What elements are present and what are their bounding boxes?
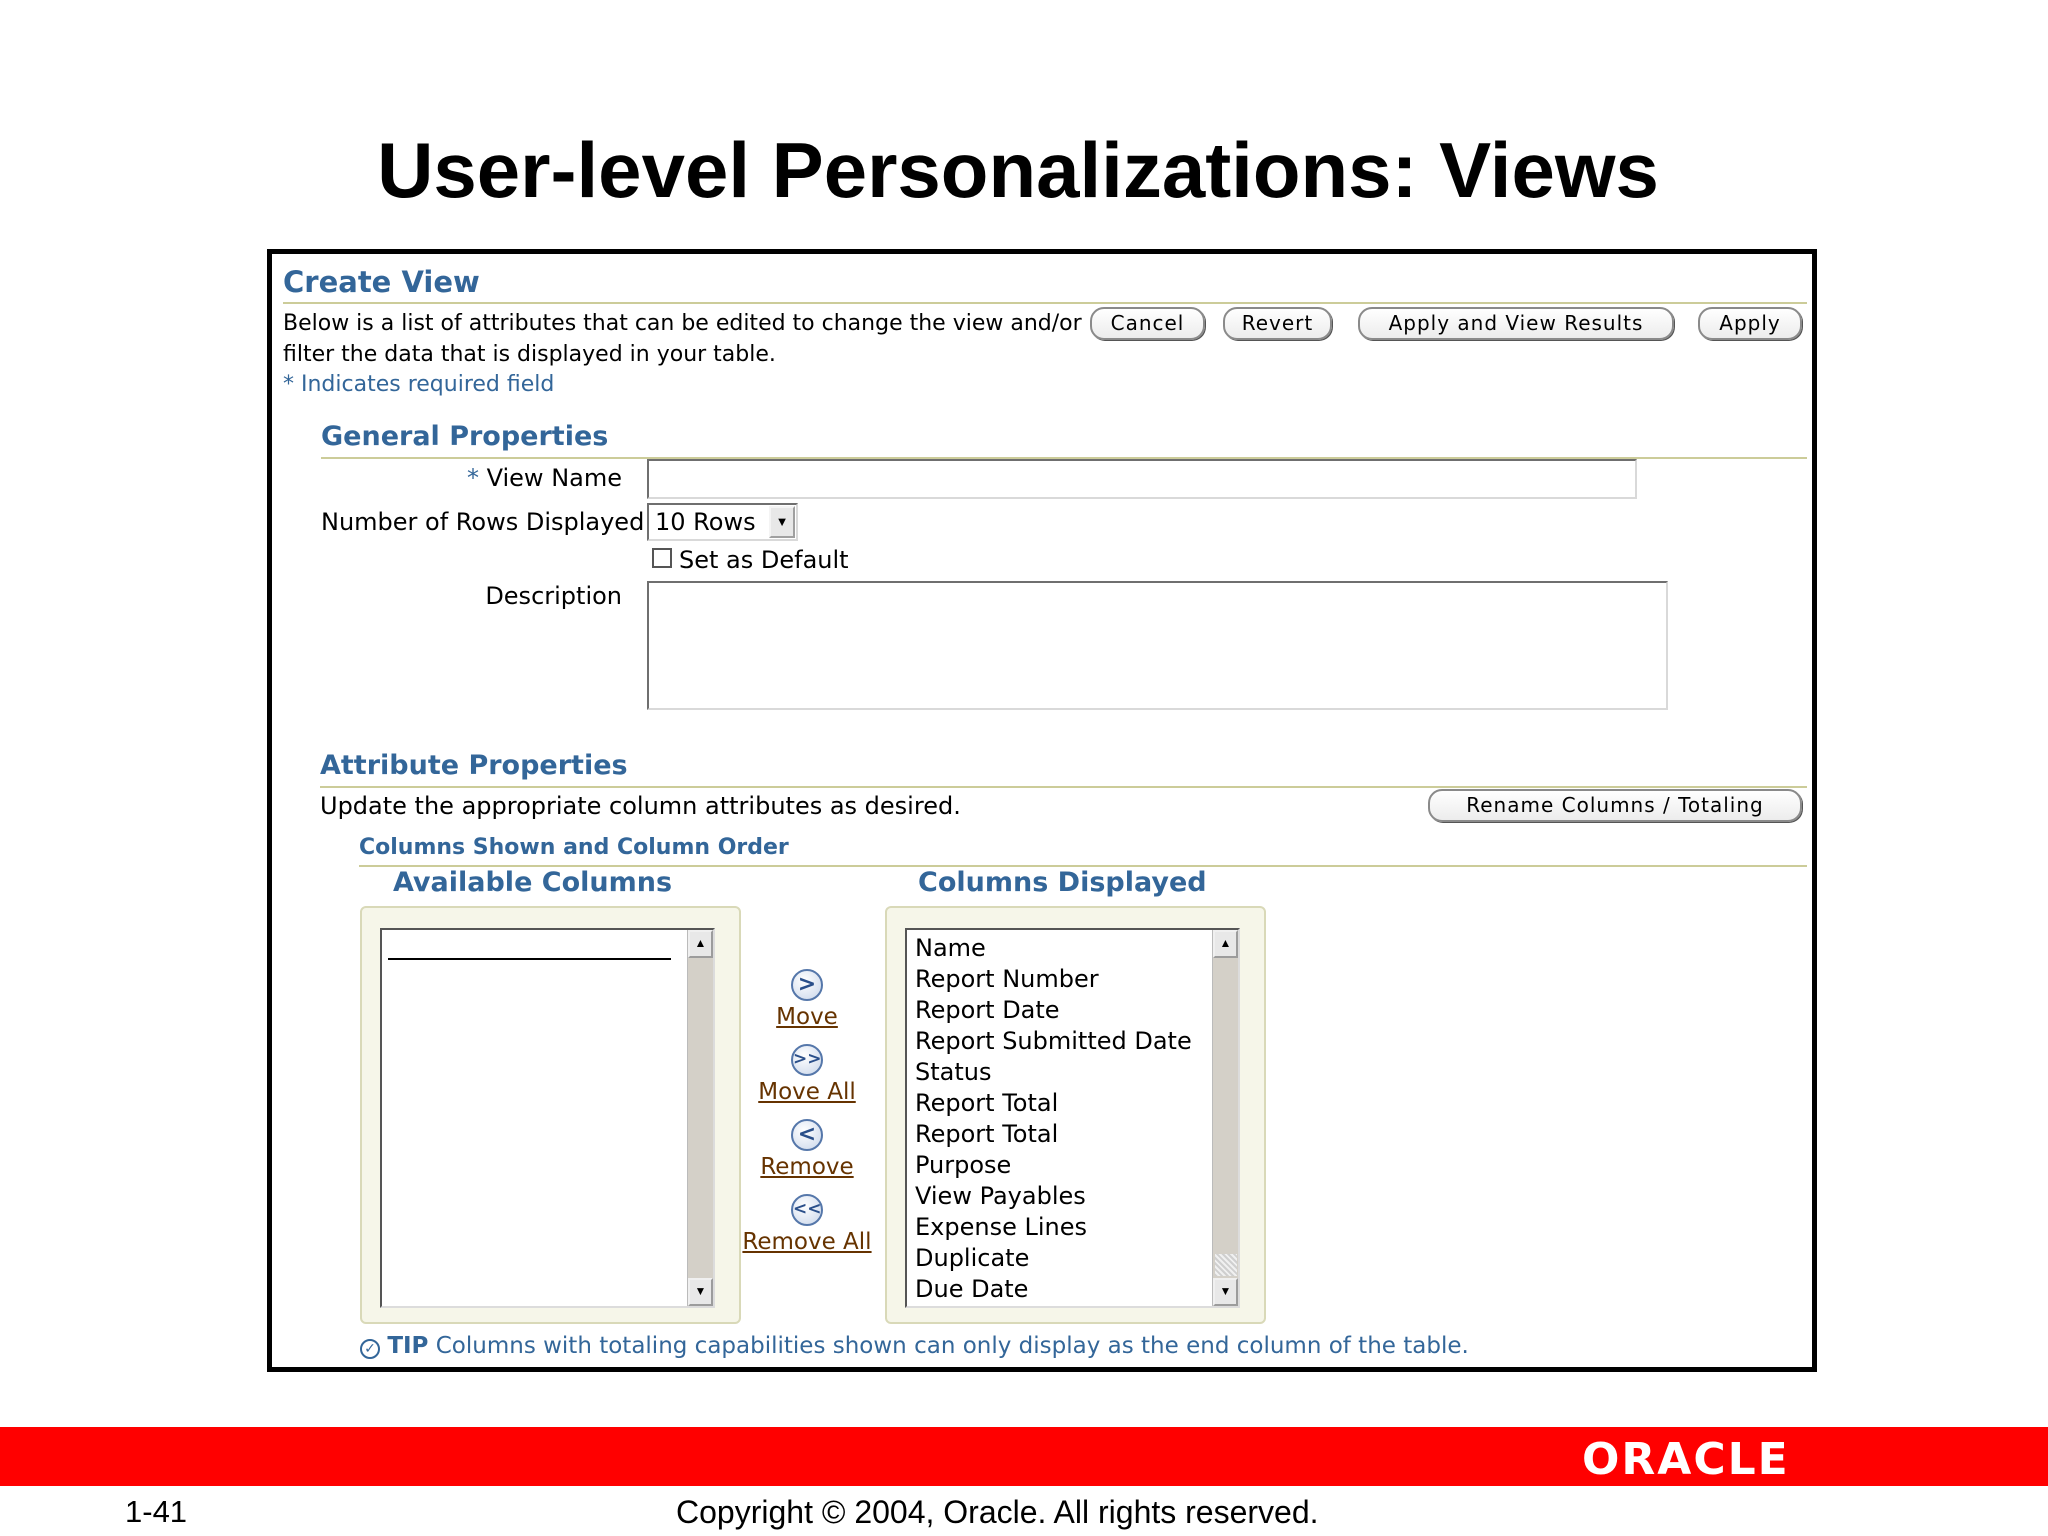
checkmark-icon: ✓ (360, 1339, 380, 1359)
remove-icon[interactable]: < (791, 1119, 823, 1151)
required-note (283, 372, 554, 397)
view-name-label-text: View Name (486, 464, 622, 492)
columns-displayed-panel (885, 906, 1266, 1324)
general-properties-heading: General Properties (321, 421, 609, 452)
scroll-up-icon[interactable]: ▲ (688, 930, 713, 958)
tip-text: Columns with totaling capabilities shown can only display as the end column of the table. (435, 1333, 1469, 1359)
available-columns-title: Available Columns (393, 867, 673, 898)
attribute-instruction: Update the appropriate column attributes as desired. (320, 792, 961, 820)
rows-displayed-label: Number of Rows Displayed (321, 508, 645, 536)
attribute-divider (320, 786, 1807, 788)
set-as-default-checkbox[interactable] (652, 548, 672, 568)
remove-all-link[interactable]: Remove All (742, 1229, 872, 1255)
oracle-logo: ORACLE (1582, 1434, 1790, 1485)
tip-label: TIP (387, 1333, 429, 1359)
move-icon[interactable]: > (791, 969, 823, 1001)
required-note-text: Indicates required field (301, 372, 555, 397)
empty-list-placeholder (388, 958, 671, 960)
slide-number: 1-41 (125, 1494, 188, 1529)
copyright-notice: Copyright © 2004, Oracle. All rights reserved. (676, 1494, 1319, 1530)
columns-displayed-list[interactable] (905, 928, 1240, 1308)
list-item[interactable]: Expense Lines (915, 1213, 1087, 1241)
description-textarea[interactable] (647, 581, 1668, 710)
cancel-button[interactable]: Cancel (1090, 307, 1205, 340)
available-columns-panel (360, 906, 741, 1324)
scroll-down-icon[interactable]: ▼ (688, 1278, 713, 1306)
intro-line-2: filter the data that is displayed in your table. (283, 342, 776, 367)
page-title: Create View (283, 265, 480, 299)
scroll-up-icon[interactable]: ▲ (1213, 930, 1238, 958)
move-all-icon[interactable]: >> (791, 1044, 823, 1076)
list-item[interactable]: View Payables (915, 1182, 1086, 1210)
list-item[interactable]: Status (915, 1058, 992, 1086)
list-item[interactable]: Report Submitted Date (915, 1027, 1192, 1055)
available-columns-list[interactable] (380, 928, 715, 1308)
set-as-default-label: Set as Default (679, 546, 849, 574)
apply-button[interactable]: Apply (1698, 307, 1802, 340)
list-item[interactable]: Report Total (915, 1089, 1059, 1117)
list-item[interactable]: Purpose (915, 1151, 1012, 1179)
list-item[interactable]: Report Date (915, 996, 1060, 1024)
list-item[interactable]: Due Date (915, 1275, 1029, 1303)
create-view-screenshot (267, 249, 1817, 1372)
scrollbar-track[interactable] (1215, 1254, 1237, 1276)
intro-line-1: Below is a list of attributes that can be edited to change the view and/or (283, 311, 1082, 336)
apply-and-view-results-button[interactable]: Apply and View Results (1358, 307, 1674, 340)
rename-columns-totaling-button[interactable]: Rename Columns / Totaling (1428, 789, 1802, 822)
title-divider (283, 302, 1807, 304)
list-item[interactable]: Report Number (915, 965, 1099, 993)
tip-line (360, 1333, 1469, 1359)
slide-title: User-level Personalizations: Views (377, 126, 1659, 214)
view-name-input[interactable] (647, 459, 1637, 499)
list-item[interactable]: Duplicate (915, 1244, 1030, 1272)
description-label: Description (485, 582, 622, 610)
displayed-scrollbar[interactable] (1212, 930, 1238, 1306)
scroll-down-icon[interactable]: ▼ (1213, 1278, 1238, 1306)
columns-displayed-title: Columns Displayed (918, 867, 1207, 898)
remove-all-icon[interactable]: << (791, 1194, 823, 1226)
list-item[interactable]: Name (915, 934, 986, 962)
list-item[interactable]: Report Total (915, 1120, 1059, 1148)
attribute-properties-heading: Attribute Properties (320, 750, 628, 781)
move-all-link[interactable]: Move All (758, 1079, 856, 1105)
rows-displayed-select[interactable] (647, 503, 798, 541)
view-name-label (321, 464, 622, 492)
required-marker: * (466, 464, 479, 492)
dropdown-arrow-icon[interactable]: ▼ (769, 506, 795, 538)
rows-displayed-value: 10 Rows (655, 508, 756, 536)
columns-order-subheading: Columns Shown and Column Order (359, 835, 789, 860)
move-link[interactable]: Move (776, 1004, 838, 1030)
remove-link[interactable]: Remove (760, 1154, 854, 1180)
revert-button[interactable]: Revert (1223, 307, 1332, 340)
required-marker: * (283, 372, 294, 397)
available-scrollbar[interactable] (687, 930, 713, 1306)
